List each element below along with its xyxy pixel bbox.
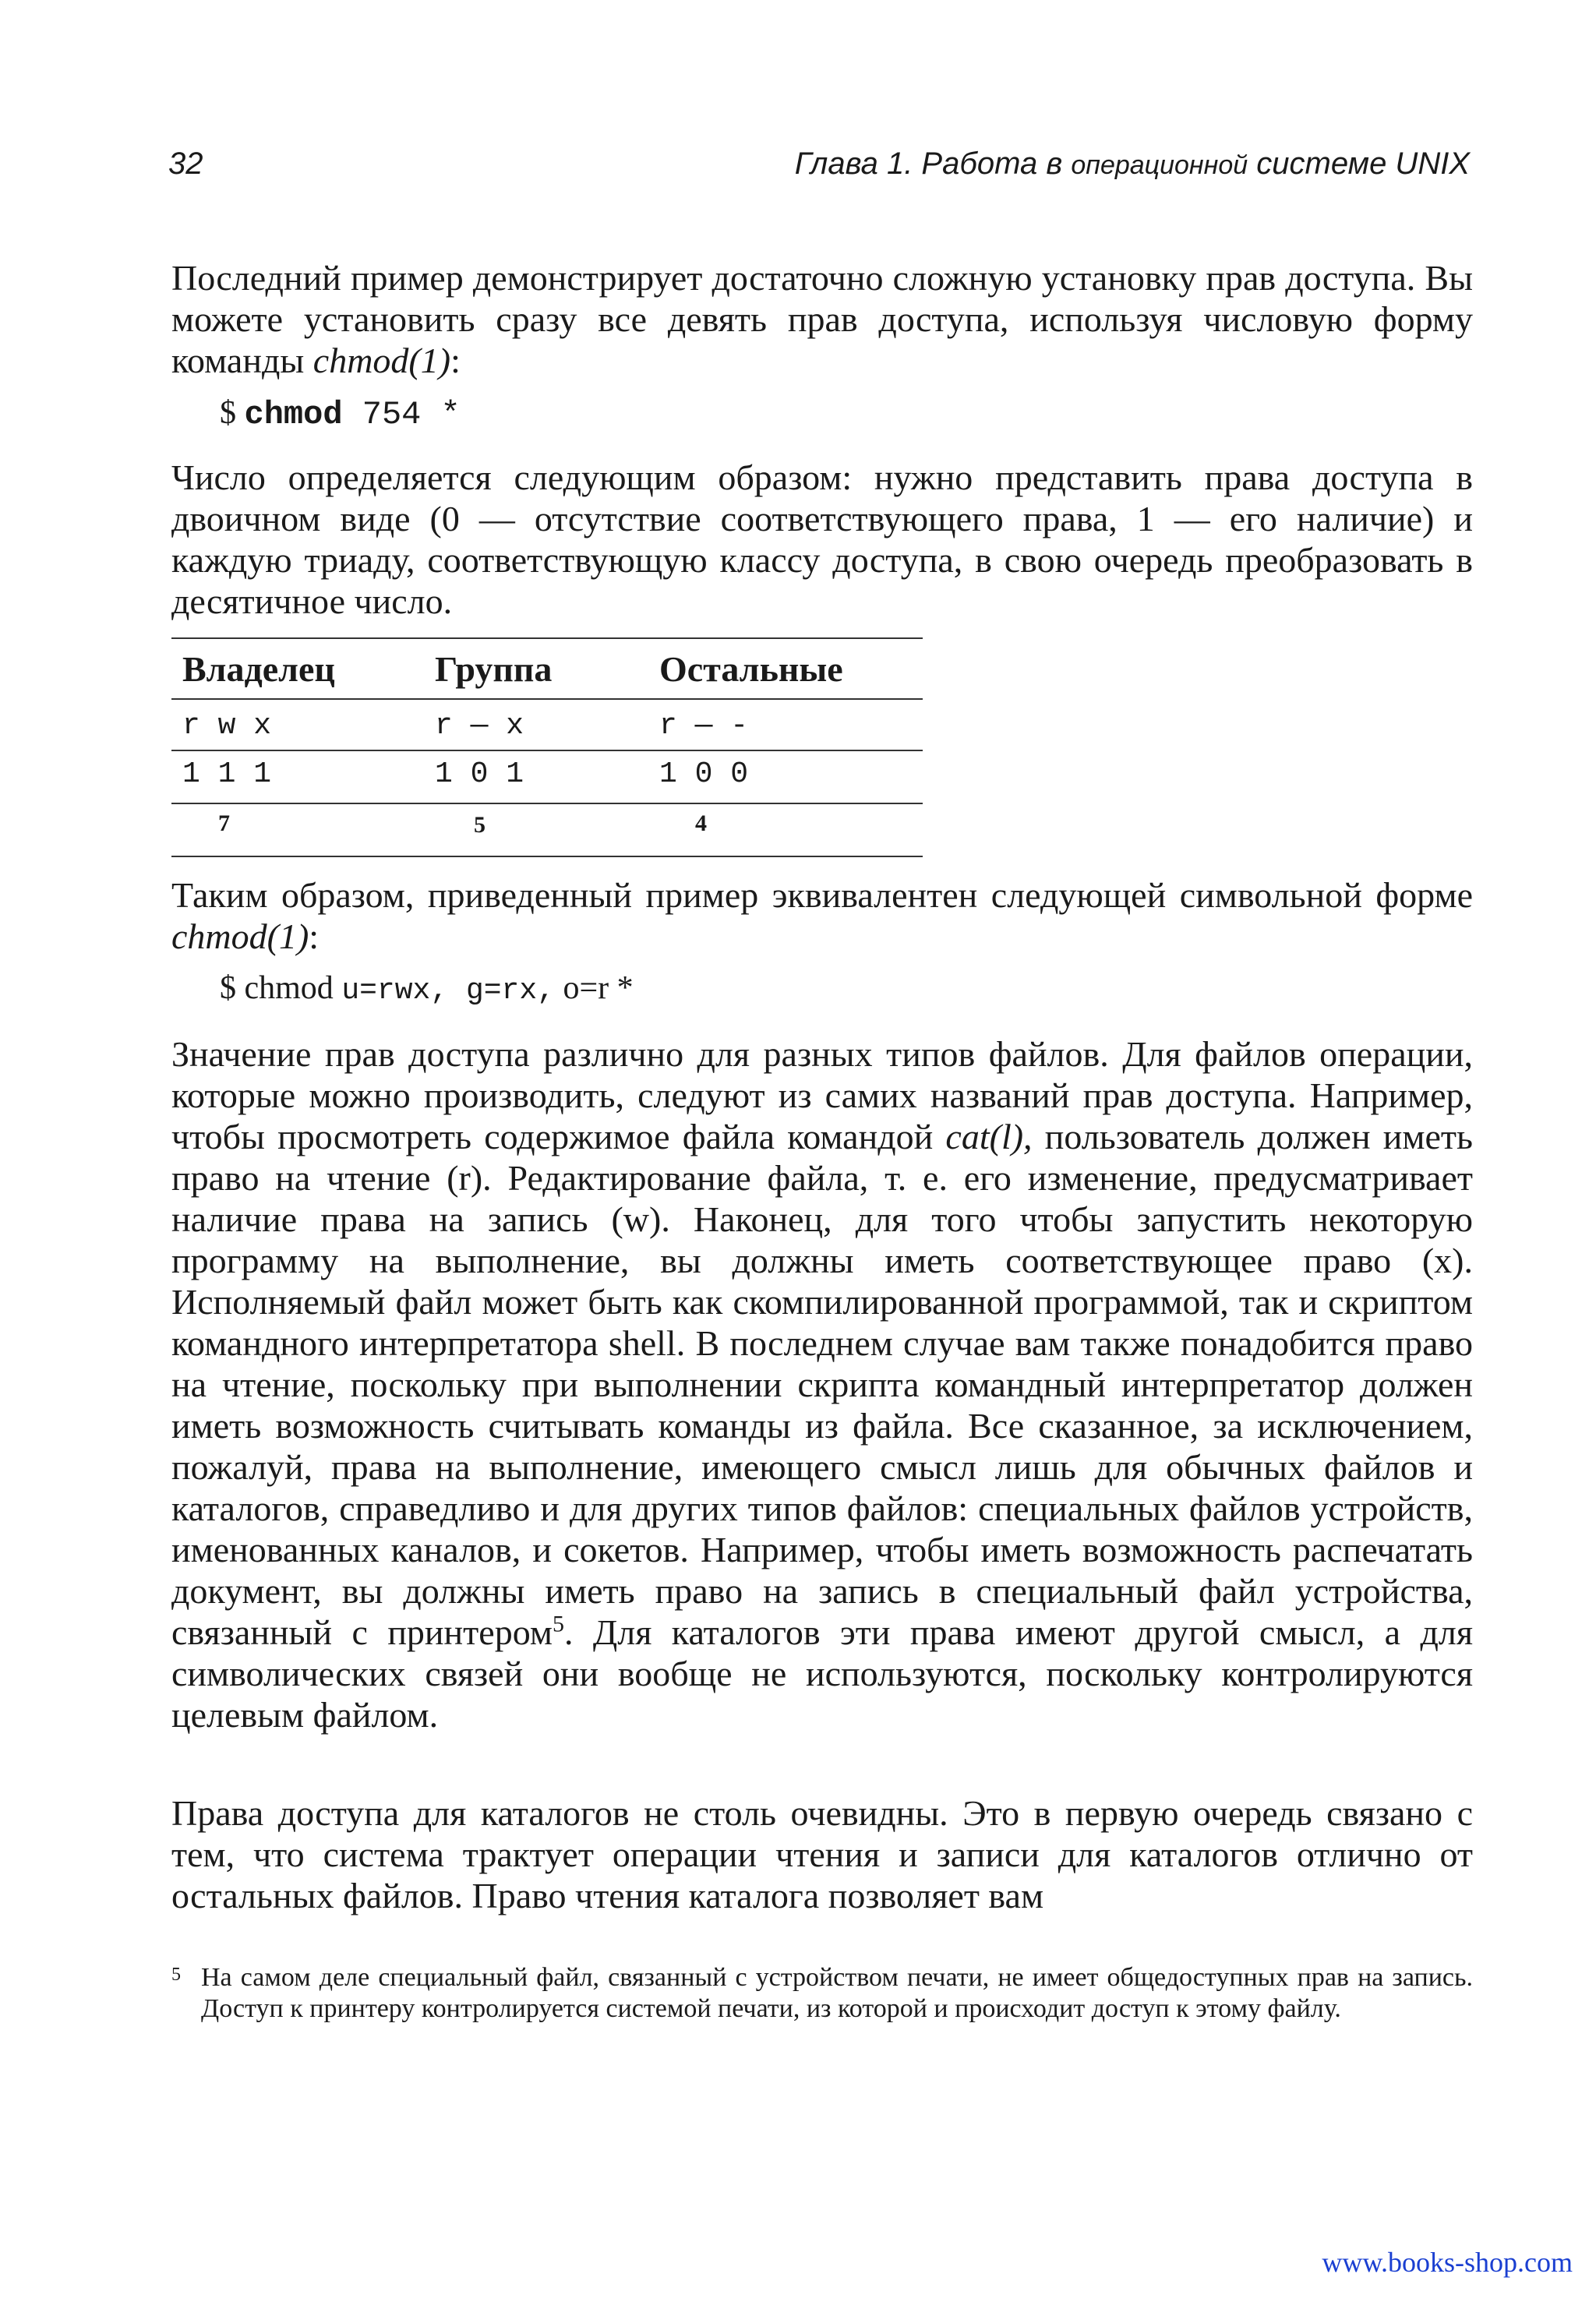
table-header-others: Остальные bbox=[659, 649, 843, 689]
table-rule-row2 bbox=[171, 803, 923, 804]
command-name: chmod bbox=[244, 396, 343, 433]
running-header-part3: системе UNIX bbox=[1248, 147, 1470, 181]
table-rule-bottom bbox=[171, 856, 923, 857]
running-header-part1: Глава 1. Работа в bbox=[794, 147, 1072, 181]
table-cell-decimal-others: 4 bbox=[695, 810, 707, 836]
cat-reference: cat(l), bbox=[945, 1117, 1033, 1156]
command-example-2 bbox=[220, 969, 634, 1008]
command-2-args: u=rwx, g=rx, bbox=[341, 974, 555, 1008]
table-cell-decimal-group: 5 bbox=[474, 812, 486, 838]
command-2-tail: o=r * bbox=[554, 970, 634, 1006]
paragraph-5: Права доступа для каталогов не столь очевидны. Это в первую очередь связано с тем, что система трактует операции чтения и записи для каталогов отлично от остальных файлов. Право чтения каталога позволяет вам bbox=[171, 1793, 1473, 1915]
table-header-owner: Владелец bbox=[182, 649, 335, 689]
command-args: 754 * bbox=[342, 396, 461, 433]
table-rule-top bbox=[171, 637, 923, 639]
site-url: www.books-shop.com bbox=[1322, 2247, 1573, 2278]
table-cell-binary-group: 1 0 1 bbox=[435, 757, 524, 791]
table-rule-row1 bbox=[171, 750, 923, 751]
table-cell-binary-others: 1 0 0 bbox=[659, 757, 749, 791]
running-header bbox=[795, 147, 1470, 182]
table-rule-header bbox=[171, 698, 923, 700]
command-2-prompt: $ chmod bbox=[220, 970, 342, 1006]
paragraph-3-end: : bbox=[309, 916, 320, 956]
paragraph-2: Число определяется следующим образом: нужно представить права доступа в двоичном виде (0 — отсутствие соответствующего права, 1 — его наличие) и каждую триаду, соответствующую классу доступа, в свою очередь преобразовать в десятичное число. bbox=[171, 457, 1473, 621]
table-cell-decimal-owner: 7 bbox=[218, 810, 230, 836]
paragraph-1 bbox=[171, 257, 1473, 381]
page-number: 32 bbox=[168, 147, 203, 181]
chmod-reference-2: chmod(1) bbox=[171, 916, 309, 956]
footnote-text: На самом деле специальный файл, связанный с устройством печати, не имеет общедоступных прав на запись. Доступ к принтеру контролируется системой печати, из которой и происходит доступ к этому файлу. bbox=[201, 1963, 1473, 2023]
paragraph-4-text-b: пользователь должен иметь право на чтение (r). Редактирование файла, т. е. его изменение, предусматривает наличие права на запись (w). Наконец, для того чтобы запустить некоторую программу на выполнение, вы должны иметь соответствующее право (x). Исполняемый файл может быть как скомпилированной программой, так и скриптом командного интерпретатора shell. В последнем случае вам также понадобится право на чтение, поскольку при выполнении скрипта командный интерпретатор должен иметь возможность считывать команды из файла. Все сказанное, за исключением, пожалуй, права на выполнение, имеющего смысл лишь для обычных файлов и каталогов, справедливо и для других типов файлов: специальных файлов устройств, именованных каналов, и сокетов. Например, чтобы иметь возможность распечатать документ, вы должны иметь право на запись в специальный файл устройства, связанный с принтером bbox=[171, 1117, 1473, 1652]
paragraph-4-text-a: Значение прав доступа различно для разных типов файлов. Для файлов операции, которые можно производить, следуют из самих названий прав доступа. Например, чтобы просмотреть содержимое файла командой bbox=[171, 1034, 1473, 1156]
table-cell-perms-others: r — - bbox=[659, 709, 749, 743]
footnote-mark: 5 bbox=[171, 1965, 181, 1985]
paragraph-4-text-c: . Для каталогов эти права имеют другой смысл, а для символических связей они вообще не используются, поскольку контролируются целевым файлом. bbox=[171, 1612, 1473, 1735]
paragraph-1-text: Последний пример демонстрирует достаточно сложную установку прав доступа. Вы можете установить сразу все девять прав доступа, используя числовую форму команды bbox=[171, 258, 1473, 380]
table-header-group: Группа bbox=[435, 649, 553, 689]
command-prompt: $ bbox=[220, 395, 245, 431]
command-example-1 bbox=[220, 394, 461, 433]
paragraph-4 bbox=[171, 1033, 1473, 1735]
footnote-reference: 5 bbox=[552, 1611, 564, 1637]
table-cell-binary-owner: 1 1 1 bbox=[182, 757, 272, 791]
paragraph-3-text: Таким образом, приведенный пример эквивалентен следующей символьной форме bbox=[171, 875, 1473, 915]
table-cell-perms-group: r — x bbox=[435, 709, 524, 743]
running-header-part2: операционной bbox=[1071, 150, 1248, 180]
footnote bbox=[171, 1962, 1473, 2025]
paragraph-3 bbox=[171, 874, 1473, 957]
table-cell-perms-owner: r w x bbox=[182, 709, 272, 743]
paragraph-1-end: : bbox=[450, 341, 461, 380]
chmod-reference: chmod(1) bbox=[312, 341, 451, 380]
